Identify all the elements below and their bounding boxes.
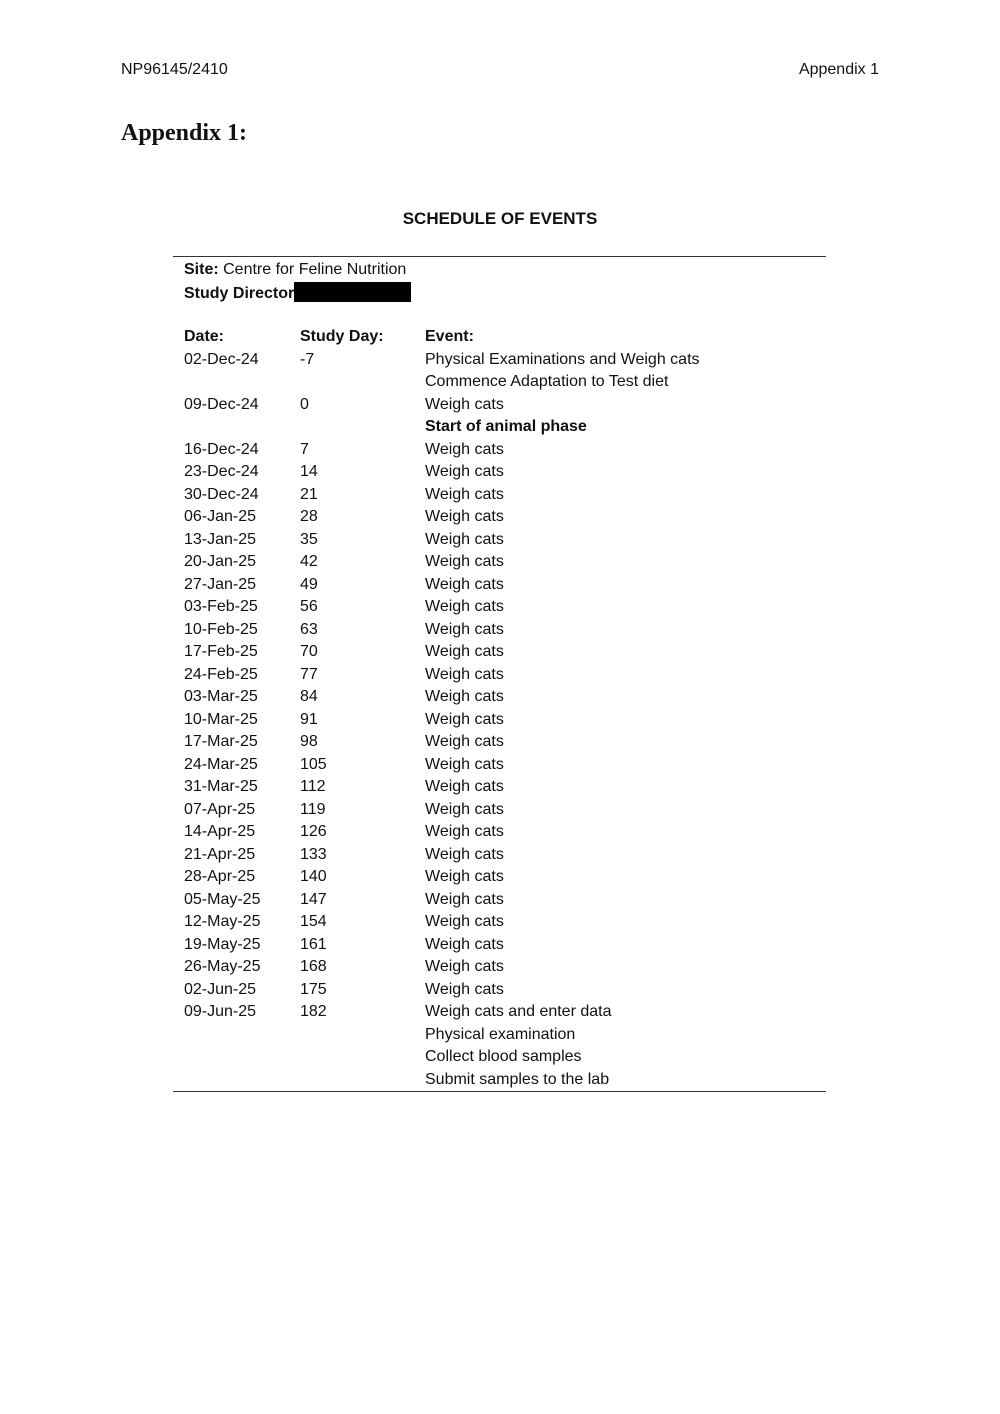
cell-date: 05-May-25 — [184, 890, 261, 908]
header-appendix-label: Appendix 1 — [798, 61, 879, 78]
site-line — [184, 259, 411, 282]
cell-day: 0 — [300, 395, 309, 413]
cell-date: 16-Dec-24 — [184, 440, 259, 458]
cell-date: 24-Mar-25 — [184, 755, 258, 773]
cell-day: 49 — [300, 575, 318, 593]
cell-day: 154 — [300, 913, 327, 930]
cell-event: Physical examination — [425, 1025, 576, 1043]
cell-event: Physical Examinations and Weigh cats — [425, 350, 700, 368]
cell-day: 91 — [300, 710, 318, 728]
site-label: Site: — [184, 261, 219, 278]
cell-date: 09-Jun-25 — [184, 1003, 257, 1020]
cell-day: 147 — [300, 890, 327, 908]
cell-date: 17-Feb-25 — [184, 643, 258, 660]
schedule-title: SCHEDULE OF EVENTS — [402, 209, 598, 228]
cell-day: 98 — [300, 733, 318, 750]
cell-event: Weigh cats — [425, 620, 504, 638]
cell-date: 13-Jan-25 — [184, 530, 257, 548]
site-value: Centre for Feline Nutrition — [218, 261, 407, 278]
cell-day: 28 — [300, 508, 318, 525]
cell-event: Weigh cats — [425, 890, 504, 908]
cell-event: Weigh cats — [425, 733, 504, 750]
cell-event: Weigh cats — [425, 665, 504, 683]
cell-event: Weigh cats — [425, 395, 504, 413]
cell-event: Weigh cats — [425, 935, 504, 953]
cell-date: 02-Jun-25 — [184, 980, 257, 998]
cell-day: 175 — [300, 980, 327, 998]
cell-event: Weigh cats — [425, 980, 504, 998]
cell-event: Submit samples to the lab — [425, 1070, 610, 1088]
cell-event: Weigh cats — [425, 710, 504, 728]
cell-date: 26-May-25 — [184, 958, 261, 975]
cell-date: 06-Jan-25 — [184, 508, 257, 525]
site-block — [184, 259, 411, 305]
cell-date: 30-Dec-24 — [184, 485, 259, 503]
cell-day: -7 — [300, 350, 315, 368]
cell-day: 161 — [300, 935, 327, 953]
cell-event: Weigh cats — [425, 643, 504, 660]
cell-day: 14 — [300, 463, 318, 480]
cell-date: 02-Dec-24 — [184, 350, 259, 368]
cell-event: Weigh cats — [425, 575, 504, 593]
director-label: Study Director — [184, 284, 295, 302]
redaction-box — [294, 282, 411, 302]
cell-day: 112 — [300, 778, 326, 795]
cell-event: Weigh cats — [425, 845, 504, 863]
cell-date: 09-Dec-24 — [184, 395, 259, 413]
bottom-rule — [173, 1091, 826, 1092]
cell-event: Weigh cats — [425, 778, 504, 795]
cell-event: Weigh cats — [425, 688, 504, 705]
doc-reference: NP96145/2410 — [121, 61, 228, 78]
cell-date: 14-Apr-25 — [184, 823, 256, 840]
cell-event: Weigh cats — [425, 463, 504, 480]
cell-day: 77 — [300, 665, 318, 683]
cell-day: 63 — [300, 620, 318, 638]
cell-event: Weigh cats — [425, 800, 504, 818]
top-rule — [173, 256, 826, 257]
cell-date: 23-Dec-24 — [184, 463, 259, 480]
cell-event: Weigh cats — [425, 958, 504, 975]
cell-day: 168 — [300, 958, 327, 975]
cell-event: Weigh cats — [425, 598, 504, 615]
appendix-title: Appendix 1: — [121, 120, 248, 146]
cell-day: 84 — [300, 688, 318, 705]
cell-day: 182 — [300, 1003, 327, 1020]
cell-event: Weigh cats — [425, 823, 504, 840]
cell-date: 03-Feb-25 — [184, 598, 258, 615]
cell-event: Weigh cats — [425, 913, 504, 930]
director-line — [184, 282, 411, 306]
cell-event: Weigh cats and enter data — [425, 1003, 612, 1020]
cell-date: 12-May-25 — [184, 913, 261, 930]
cell-date: 10-Mar-25 — [184, 710, 258, 728]
cell-date: 21-Apr-25 — [184, 845, 256, 863]
cell-event: Weigh cats — [425, 530, 504, 548]
col-header-date: Date: — [184, 328, 225, 345]
cell-date: 10-Feb-25 — [184, 620, 258, 638]
cell-date: 20-Jan-25 — [184, 553, 257, 570]
cell-event: Weigh cats — [425, 485, 504, 503]
cell-event: Commence Adaptation to Test diet — [425, 373, 669, 390]
cell-day: 140 — [300, 868, 327, 885]
cell-event: Weigh cats — [425, 868, 504, 885]
cell-day: 70 — [300, 643, 318, 660]
cell-event: Weigh cats — [425, 440, 504, 458]
col-header-event: Event: — [425, 328, 474, 345]
cell-day: 21 — [300, 485, 318, 503]
cell-day: 42 — [300, 553, 318, 570]
cell-date: 24-Feb-25 — [184, 665, 258, 683]
cell-date: 17-Mar-25 — [184, 733, 258, 750]
cell-date: 03-Mar-25 — [184, 688, 258, 705]
cell-event: Weigh cats — [425, 553, 504, 570]
cell-day: 35 — [300, 530, 318, 548]
cell-date: 31-Mar-25 — [184, 778, 258, 795]
cell-day: 133 — [300, 845, 327, 863]
col-header-day: Study Day: — [300, 328, 384, 345]
cell-day: 119 — [300, 800, 326, 818]
cell-day: 7 — [300, 440, 309, 458]
cell-event: Weigh cats — [425, 508, 504, 525]
cell-day: 56 — [300, 598, 318, 615]
cell-date: 27-Jan-25 — [184, 575, 257, 593]
cell-event: Weigh cats — [425, 755, 504, 773]
cell-event: Start of animal phase — [425, 418, 587, 435]
cell-date: 07-Apr-25 — [184, 800, 256, 818]
cell-event: Collect blood samples — [425, 1048, 582, 1065]
cell-day: 105 — [300, 755, 327, 773]
cell-day: 126 — [300, 823, 327, 840]
cell-date: 19-May-25 — [184, 935, 261, 953]
cell-date: 28-Apr-25 — [184, 868, 256, 885]
